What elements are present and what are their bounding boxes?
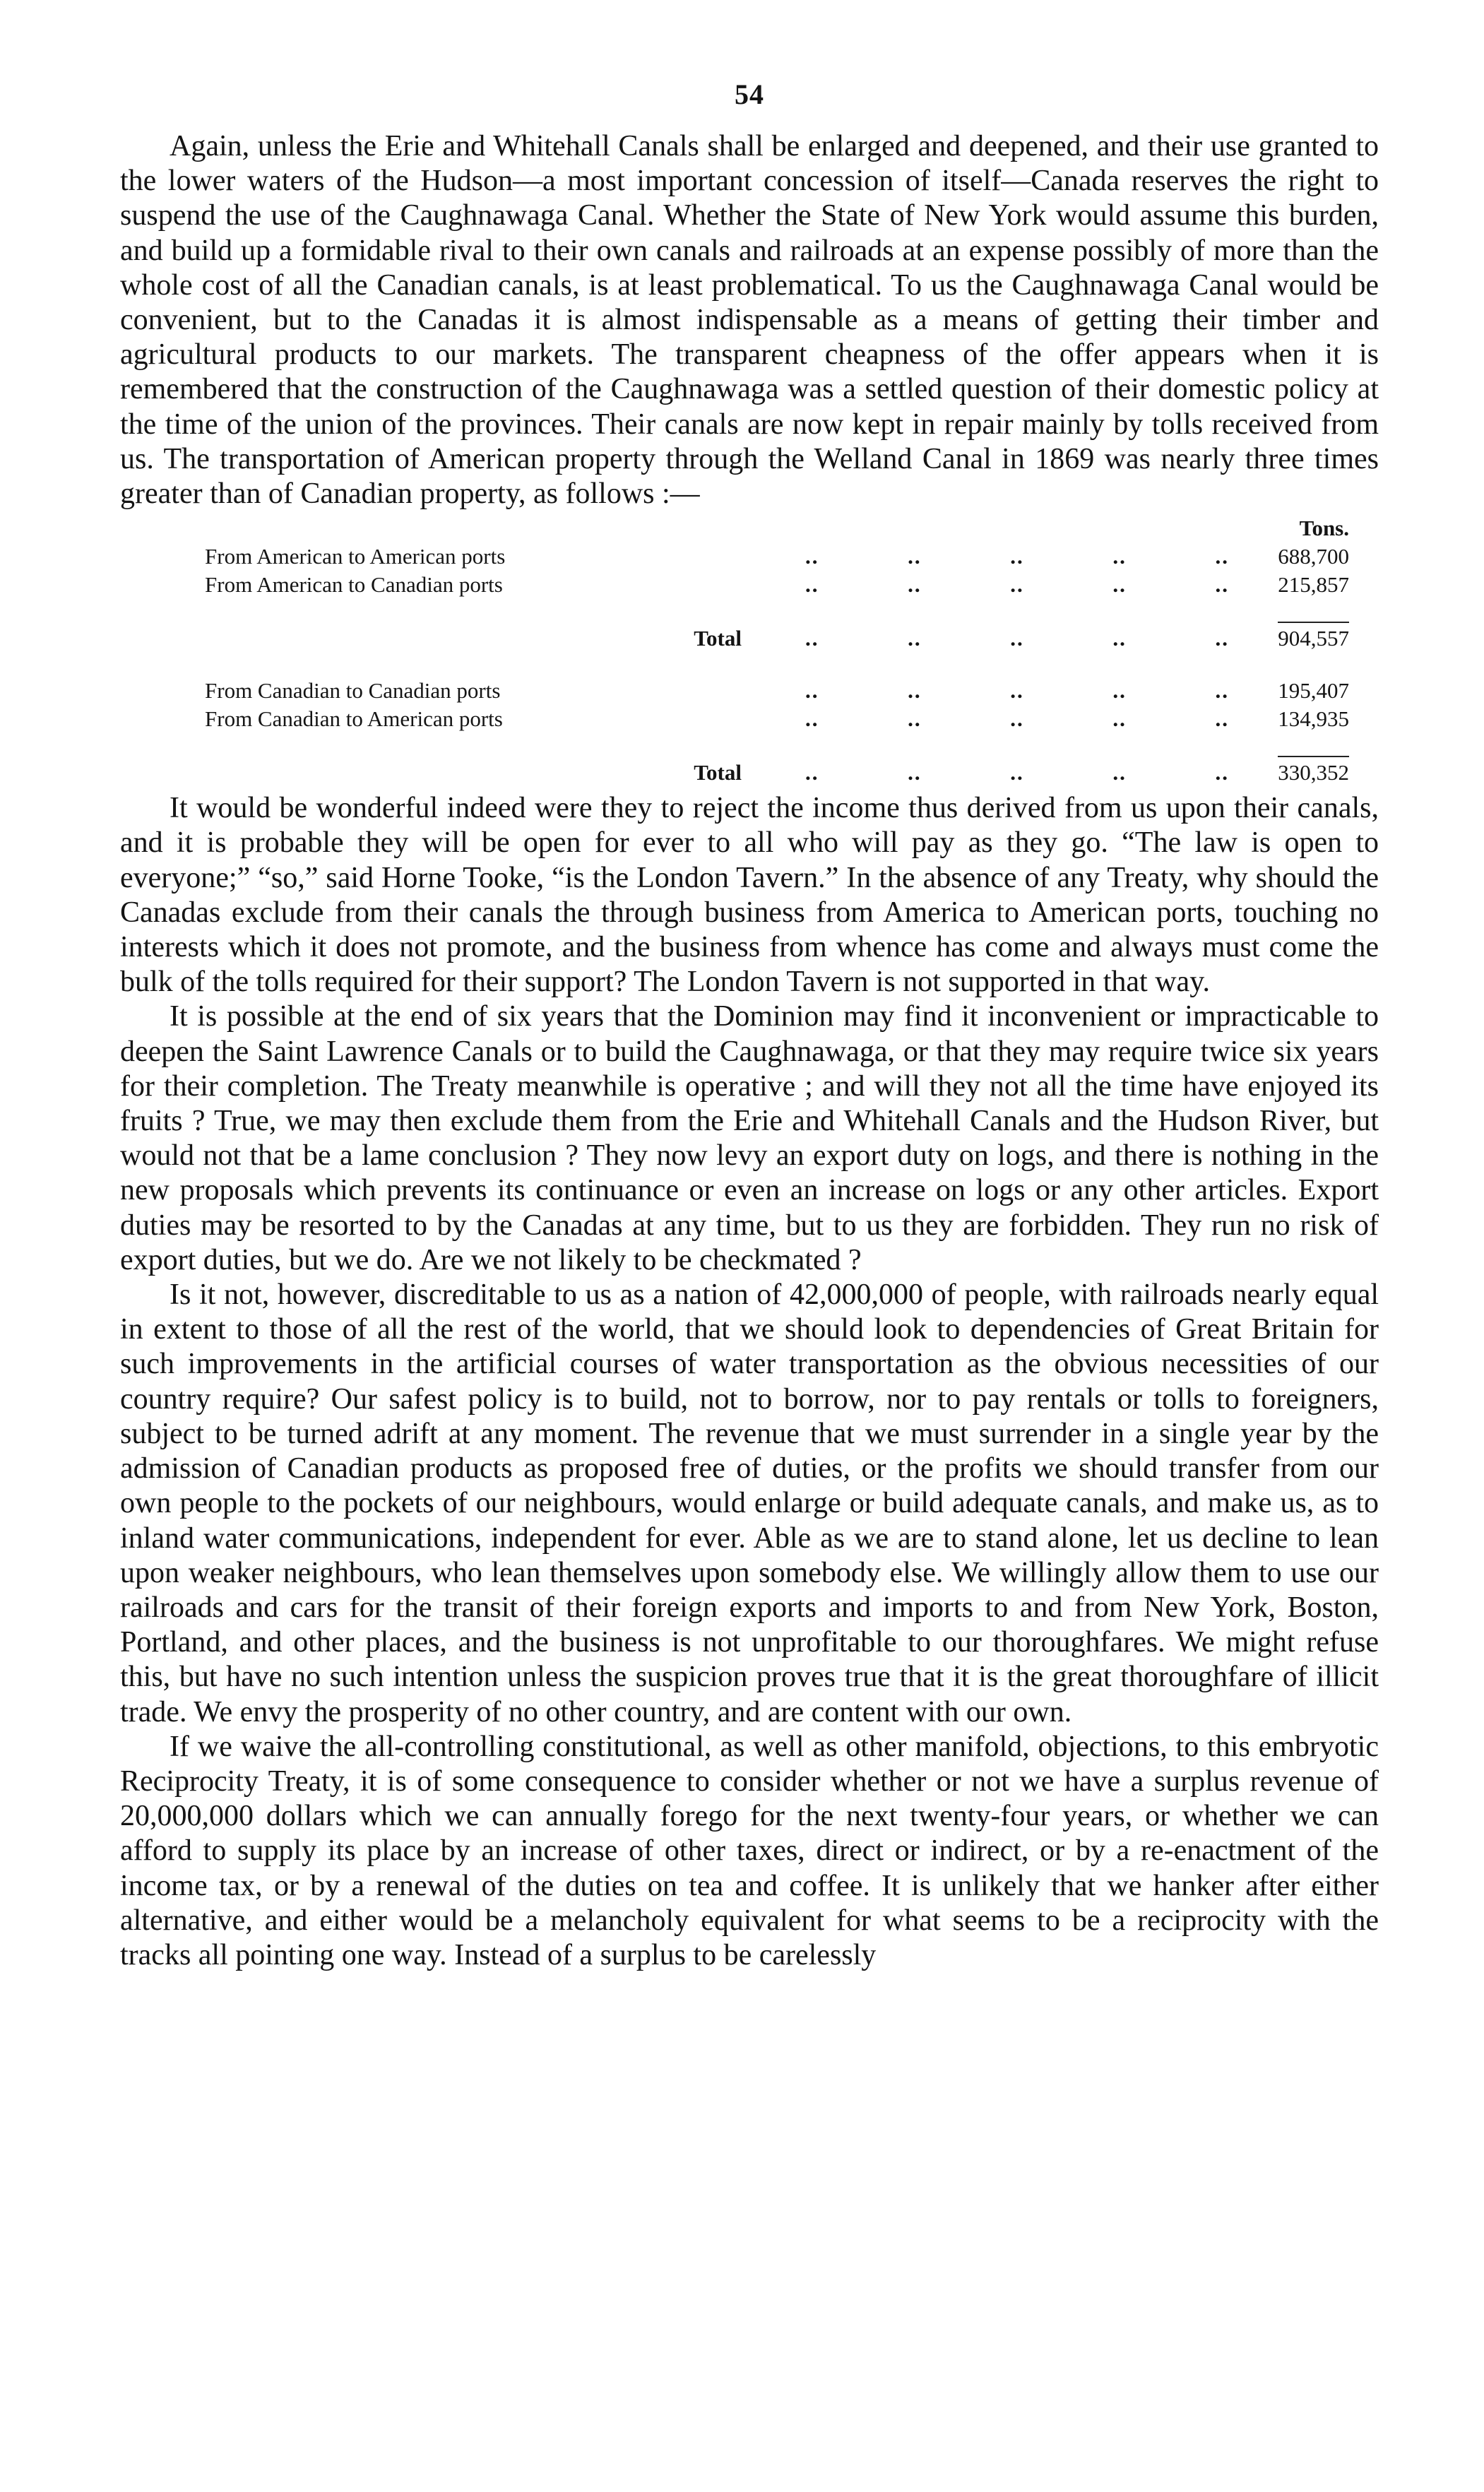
row-value: 215,857 <box>1278 572 1349 598</box>
welland-canal-tonnage-table <box>205 516 1349 785</box>
dot-leader: .. .. .. .. .. <box>805 678 1229 704</box>
paragraph-london-tavern: It would be wonderful indeed were they to reject the income thus derived from us upon their canals, and it is probable they will be open for ever to all who will pay as they go. “The law is open to everyone;” “so,” said Horne Tooke, “is the London Tavern.” In the absence of any Treaty, why should the Canadas exclude from their canals the through business from America to American ports, touching no interests which it does not promote, and the business from whence has come and always must come the bulk of the tolls required for their support? The London Tavern is not supported in that way. <box>120 792 1379 999</box>
table-row <box>205 675 1349 704</box>
document-page <box>120 78 1379 1973</box>
row-label: From American to Canadian ports <box>205 572 503 598</box>
table-row <box>205 569 1349 598</box>
row-label: From Canadian to American ports <box>205 706 503 732</box>
row-value: 688,700 <box>1278 544 1349 569</box>
row-label: From American to American ports <box>205 544 506 569</box>
paragraph-erie-whitehall: Again, unless the Erie and Whitehall Canals shall be enlarged and deepened, and their use granted to the lower waters of the Hudson—a most important concession of itself—Canada reserves the right to suspend the use of the Caughnawaga Canal. Whether the State of New York would assume this burden, and build up a formidable rival to their own canals and railroads at an expense possibly of more than the whole cost of all the Canadian canals, is at least problematical. To us the Caughnawaga Canal would be convenient, but to the Canadas it is almost indispensable as a means of getting their timber and agricultural products to our markets. The transparent cheapness of the offer appears when it is remembered that the construction of the Caughnawaga was a settled question of their domestic policy at the time of the union of the provinces. Their canals are now kept in repair mainly by tolls received from us. The transportation of American property through the Welland Canal in 1869 was nearly three times greater than of Canadian property, as follows :— <box>120 130 1379 511</box>
total-label: Total <box>694 626 742 651</box>
unit-header: Tons. <box>1299 516 1349 541</box>
table-header-row <box>205 516 1349 541</box>
table-row <box>205 541 1349 569</box>
table-total-row <box>205 622 1349 651</box>
table-row <box>205 704 1349 732</box>
row-label: From Canadian to Canadian ports <box>205 678 501 704</box>
table-total-row <box>205 756 1349 785</box>
row-value: 134,935 <box>1278 706 1349 732</box>
paragraph-discreditable: Is it not, however, discreditable to us as a nation of 42,000,000 of people, with railroads nearly equal in extent to those of all the rest of the world, that we should look to dependencies of Great Britain for such improvements in the artificial courses of water transportation as the obvious necessities of our country require? Our safest policy is to build, not to borrow, nor to pay rentals or tolls to foreigners, subject to be turned adrift at any moment. The revenue that we must surrender in a single year by the admission of Canadian products as proposed free of duties, or the profits we should transfer from our own people to the pockets of our neighbours, would enlarge or build adequate canals, and make us, as to inland water communications, independent for ever. Able as we are to stand alone, let us decline to lean upon weaker neighbours, who lean themselves upon somebody else. We willingly allow them to use our railroads and cars for the transit of their foreign exports and imports to and from New York, Boston, Portland, and other places, and the business is not unprofitable to our thoroughfares. We might refuse this, but have no such intention unless the suspicion proves true that it is the great thoroughfare of illicit trade. We envy the prosperity of no other country, and are content with our own. <box>120 1278 1379 1728</box>
page-number: 54 <box>735 78 764 110</box>
total-label: Total <box>694 760 742 785</box>
total-value: 904,557 <box>1278 622 1349 651</box>
dot-leader: .. .. .. .. .. <box>805 706 1229 732</box>
total-value: 330,352 <box>1278 756 1349 785</box>
dot-leader: .. .. .. .. .. <box>805 760 1229 785</box>
paragraph-six-years: It is possible at the end of six years that the Dominion may find it inconvenient or impracticable to deepen the Saint Lawrence Canals or to build the Caughnawaga, or that they may require twice six years for their completion. The Treaty meanwhile is operative ; and will they not all the time have enjoyed its fruits ? True, we may then exclude them from the Erie and Whitehall Canals and the Hudson River, but would not that be a lame conclusion ? They now levy an export duty on logs, and there is nothing in the new proposals which prevents its continuance or even an increase on logs or any other articles. Export duties may be resorted to by the Canadas at any time, but to us they are forbidden. They run no risk of export duties, but we do. Are we not likely to be checkmated ? <box>120 1000 1379 1276</box>
dot-leader: .. .. .. .. .. <box>805 626 1229 651</box>
dot-leader: .. .. .. .. .. <box>805 572 1229 598</box>
row-value: 195,407 <box>1278 678 1349 704</box>
dot-leader: .. .. .. .. .. <box>805 544 1229 569</box>
paragraph-surplus-revenue: If we waive the all-controlling constitutional, as well as other manifold, objections, to this embryotic Reciprocity Treaty, it is of some consequence to consider whether or not we have a surplus revenue of 20,000,000 dollars which we can annually forego for the next twenty-four years, or whether we can afford to supply its place by an increase of other taxes, direct or indirect, or by a re-enactment of the income tax, or by a renewal of the duties on tea and coffee. It is unlikely that we hanker after either alternative, and either would be a melancholy equivalent for what seems to be a reciprocity with the tracks all pointing one way. Instead of a surplus to be carelessly <box>120 1730 1379 1971</box>
